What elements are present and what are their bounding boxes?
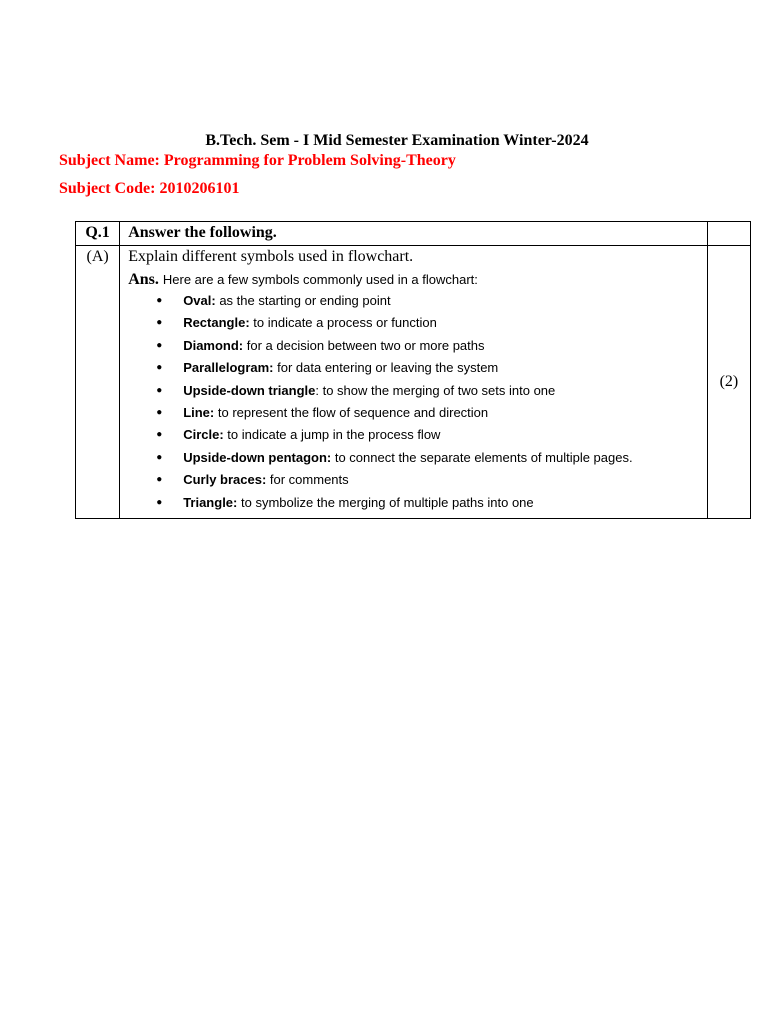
list-item — [128, 380, 701, 402]
symbol-description: as the starting or ending point — [215, 293, 391, 308]
bullet-icon: ● — [156, 407, 163, 419]
symbol-name: Oval: — [183, 293, 216, 308]
symbol-description: to represent the flow of sequence and direction — [214, 405, 489, 421]
symbol-description: to connect the separate elements of multiple pages. — [331, 449, 633, 465]
symbol-name: Upside-down triangle — [183, 382, 316, 398]
symbol-name: Curly braces: — [183, 472, 267, 488]
answer-label: Ans. — [128, 271, 159, 288]
sub-question-row — [76, 246, 751, 519]
question-table — [75, 221, 751, 519]
symbol-name: Parallelogram: — [183, 360, 274, 376]
list-item — [128, 290, 701, 312]
symbol-name: Triangle: — [183, 494, 238, 510]
marks-header-cell — [707, 222, 750, 246]
symbol-description: to symbolize the merging of multiple paths into one — [237, 494, 534, 510]
bullet-icon: ● — [156, 496, 163, 508]
bullet-icon: ● — [156, 451, 163, 463]
bullet-icon: ● — [156, 317, 163, 329]
list-item — [128, 447, 701, 469]
question-number: Q.1 — [76, 222, 120, 246]
bullet-icon: ● — [156, 429, 163, 441]
bullet-icon: ● — [156, 339, 163, 351]
symbol-name: Upside-down pentagon: — [183, 449, 332, 465]
symbol-list — [128, 290, 701, 514]
symbol-name: Line: — [183, 405, 215, 421]
symbol-description: to indicate a jump in the process flow — [223, 427, 441, 443]
subject-code: Subject Code: 2010206101 — [59, 180, 240, 197]
symbol-description: : to show the merging of two sets into one — [315, 382, 556, 398]
list-item — [128, 357, 701, 379]
list-item — [128, 492, 701, 514]
symbol-name: Rectangle: — [183, 315, 250, 331]
symbol-description: for data entering or leaving the system — [273, 360, 499, 376]
list-item — [128, 469, 701, 491]
sub-question-label: (A) — [76, 246, 120, 519]
symbol-description: to indicate a process or function — [249, 315, 437, 331]
answer-line — [128, 270, 701, 290]
marks-value: (2) — [707, 246, 750, 519]
exam-title: B.Tech. Sem - I Mid Semester Examination Winter-2024 — [205, 132, 589, 149]
question-heading: Answer the following. — [120, 222, 708, 246]
list-item — [128, 335, 701, 357]
subject-name: Subject Name: Programming for Problem Solving-Theory — [59, 152, 456, 169]
bullet-icon: ● — [156, 474, 163, 486]
sub-question-body — [120, 246, 708, 519]
list-item — [128, 424, 701, 446]
bullet-icon: ● — [156, 362, 163, 374]
answer-intro: Here are a few symbols commonly used in a flowchart: — [162, 272, 478, 287]
symbol-name: Diamond: — [183, 337, 244, 353]
bullet-icon: ● — [156, 384, 163, 396]
symbol-description: for a decision between two or more paths — [243, 337, 485, 353]
question-header-row — [76, 222, 751, 246]
sub-question-text: Explain different symbols used in flowchart. — [128, 248, 414, 265]
symbol-name: Circle: — [183, 427, 224, 443]
bullet-icon: ● — [156, 295, 163, 306]
symbol-description: for comments — [266, 472, 349, 488]
list-item — [128, 312, 701, 334]
list-item — [128, 402, 701, 424]
